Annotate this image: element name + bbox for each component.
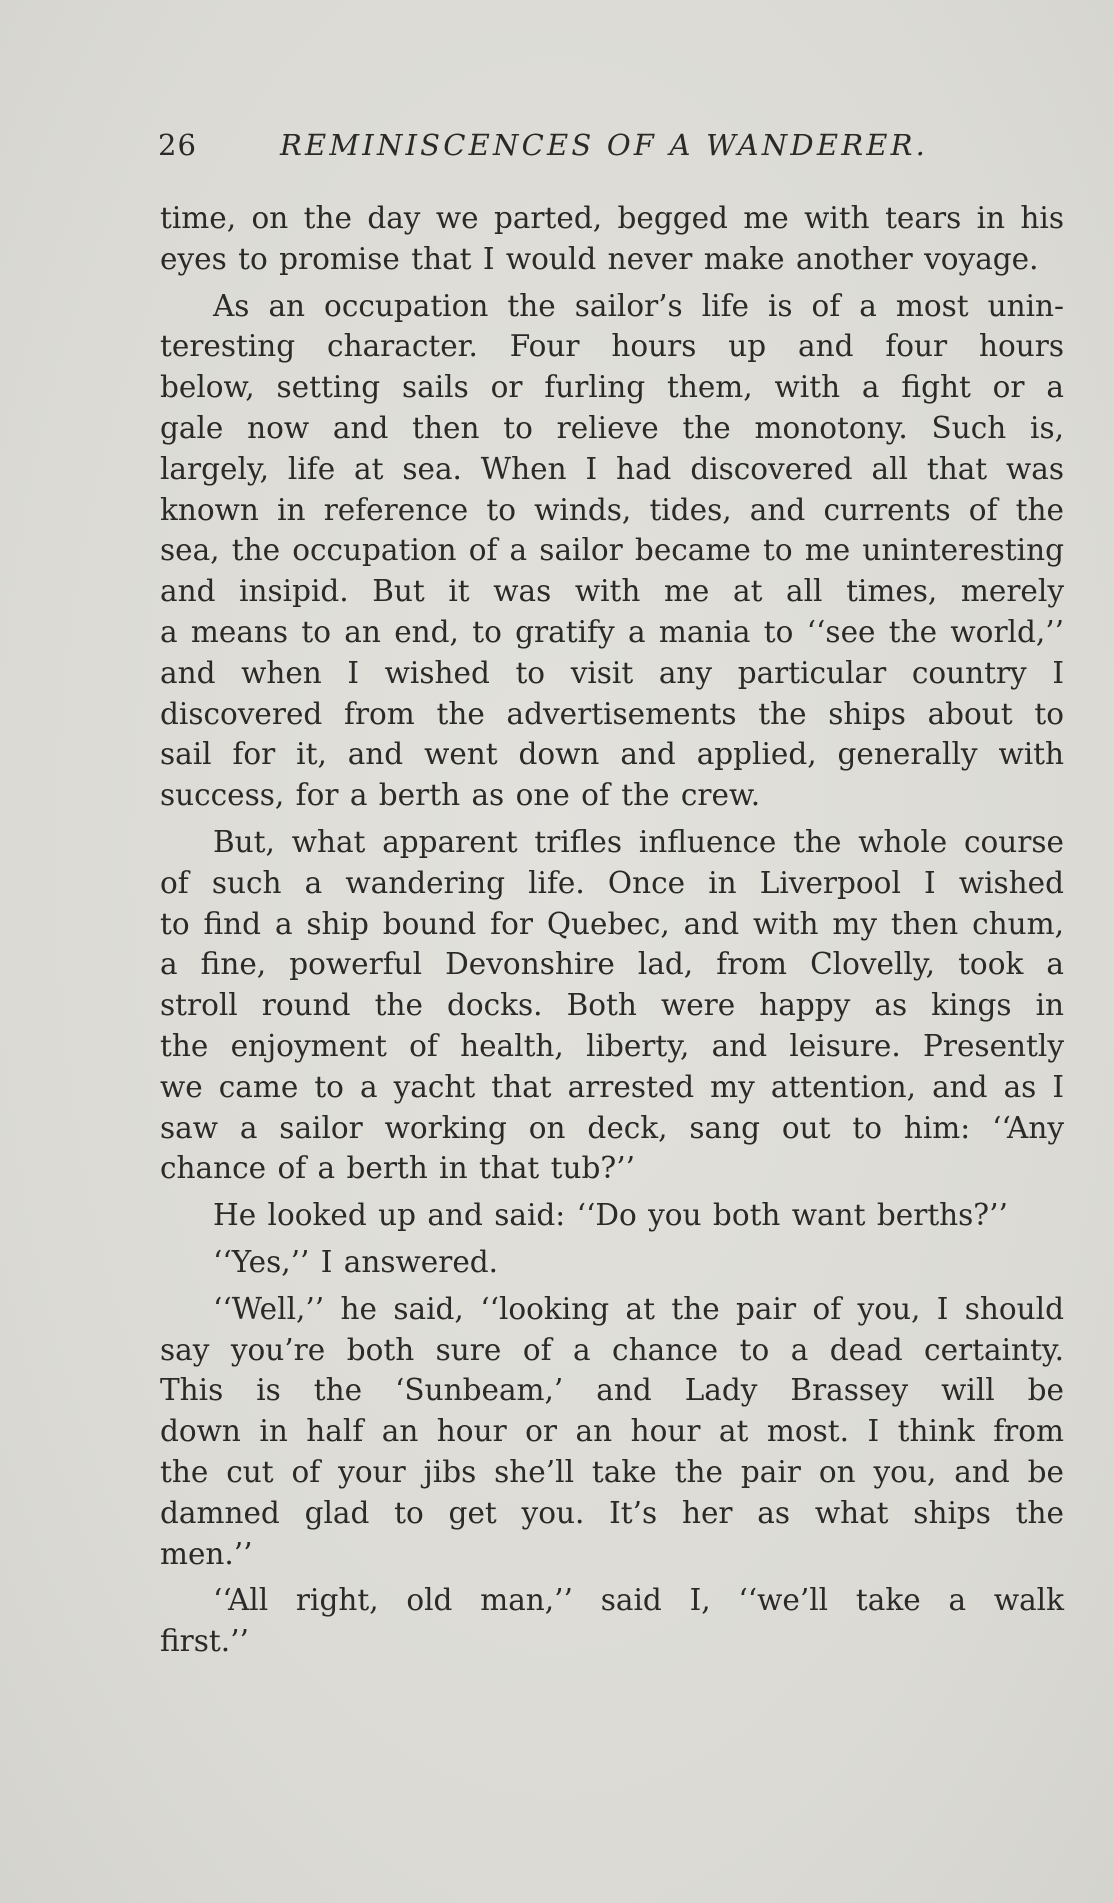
paragraph <box>160 822 1064 1189</box>
paragraph <box>160 1289 1064 1575</box>
text-line: As an occupation the sailor’s life is of a most unin- <box>213 288 1064 323</box>
text-line: time, on the day we parted, begged me with tears in his <box>160 201 1064 235</box>
paragraph <box>160 1580 1064 1662</box>
text-line: we came to a yacht that arrested my attention, and as I <box>160 1069 1064 1104</box>
paragraph <box>160 1195 1064 1236</box>
text-line: But, what apparent trifles influence the whole course <box>213 824 1064 859</box>
text-line: sail for it, and went down and applied, generally with <box>160 737 1064 772</box>
text-line: He looked up and said: ‘‘Do you both want berths?’’ <box>213 1198 1008 1233</box>
text-line: eyes to promise that I would never make another voyage. <box>160 241 1039 276</box>
text-line: the cut of your jibs she’ll take the pair on you, and be <box>160 1454 1064 1489</box>
text-line: ‘‘Yes,’’ I answered. <box>213 1244 499 1279</box>
text-line: largely, life at sea. When I had discovered all that was <box>160 451 1064 486</box>
text-line: chance of a berth in that tub?’’ <box>160 1151 635 1186</box>
paragraph <box>160 286 1064 816</box>
paragraph <box>160 1242 1064 1283</box>
text-line: teresting character. Four hours up and four hours <box>160 329 1064 364</box>
text-line: success, for a berth as one of the crew. <box>160 778 761 813</box>
text-line: ‘‘All right, old man,’’ said I, ‘‘we’ll take a walk <box>213 1583 1064 1618</box>
text-line: damned glad to get you. It’s her as what ships the <box>160 1495 1064 1530</box>
text-line: of such a wandering life. Once in Liverpool I wished <box>160 865 1064 900</box>
text-line: known in reference to winds, tides, and currents of the <box>160 492 1064 527</box>
text-line: sea, the occupation of a sailor became to me uninteresting <box>160 533 1064 568</box>
text-line: men.’’ <box>160 1536 253 1571</box>
running-head: REMINISCENCES OF A WANDERER. <box>280 128 929 162</box>
text-line: below, setting sails or furling them, with a fight or a <box>160 370 1064 405</box>
text-line: the enjoyment of health, liberty, and leisure. Presently <box>160 1028 1064 1063</box>
text-line: discovered from the advertisements the ships about to <box>160 696 1064 731</box>
text-line: to find a ship bound for Quebec, and with my then chum, <box>160 906 1064 941</box>
text-line: down in half an hour or an hour at most. I think from <box>160 1414 1064 1449</box>
text-line: say you’re both sure of a chance to a dead certainty. <box>160 1332 1064 1367</box>
text-line: ‘‘Well,’’ he said, ‘‘looking at the pair of you, I should <box>213 1291 1064 1326</box>
paragraph <box>160 198 1064 280</box>
text-line: This is the ‘Sunbeam,’ and Lady Brassey will be <box>160 1373 1064 1408</box>
text-line: saw a sailor working on deck, sang out to him: ‘‘Any <box>160 1110 1064 1145</box>
page-number: 26 <box>158 128 197 162</box>
text-line: a means to an end, to gratify a mania to ‘‘see the world,’’ <box>160 614 1064 649</box>
text-line: a fine, powerful Devonshire lad, from Clovelly, took a <box>160 947 1064 982</box>
text-line: gale now and then to relieve the monotony. Such is, <box>160 410 1064 445</box>
text-line: first.’’ <box>160 1624 249 1659</box>
text-line: and when I wished to visit any particular country I <box>160 655 1064 690</box>
text-line: and insipid. But it was with me at all times, merely <box>160 574 1064 609</box>
text-line: stroll round the docks. Both were happy as kings in <box>160 988 1064 1023</box>
body-text <box>160 198 1064 1662</box>
page-header <box>158 128 938 168</box>
